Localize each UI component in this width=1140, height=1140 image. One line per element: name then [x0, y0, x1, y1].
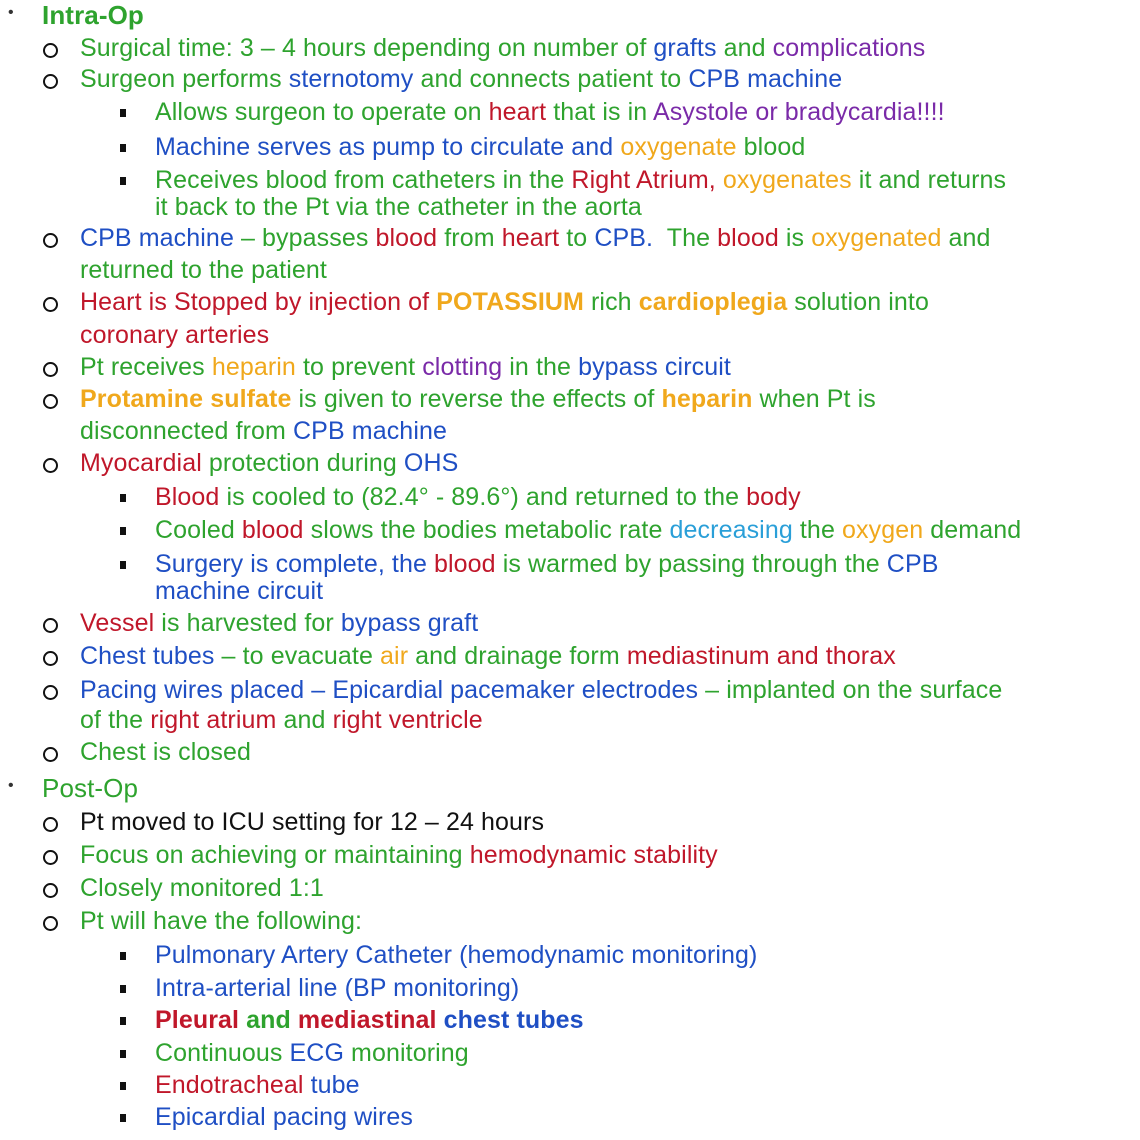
text-segment: and: [239, 1006, 298, 1034]
line-intra-op-heading: [42, 0, 144, 30]
text-segment: bypass circuit: [578, 353, 731, 381]
level2-bullet: [43, 651, 58, 666]
level3-bullet: [120, 1017, 126, 1025]
line-pacing-wires-cont: [80, 705, 483, 735]
text-segment: Vessel: [80, 609, 155, 637]
level3-bullet: [120, 527, 126, 535]
line-chest-tubes: [80, 641, 896, 671]
line-receives-blood-cont: [155, 192, 642, 222]
text-segment: Surgeon performs: [80, 65, 289, 93]
text-segment: slows the bodies metabolic rate: [303, 516, 670, 544]
text-segment: Pacing wires placed: [80, 676, 305, 704]
level2-bullet: [43, 685, 58, 700]
text-segment: – to evacuate: [214, 642, 381, 670]
line-pt-will-have: [80, 906, 362, 936]
text-segment: Pt moved to ICU setting for 12 – 24 hours: [80, 808, 545, 836]
text-segment: blood: [241, 516, 304, 544]
line-heart-stopped-cont: [80, 320, 269, 350]
level3-bullet: [120, 1050, 126, 1058]
level3-bullet: [120, 177, 126, 185]
text-segment: disconnected from: [80, 417, 294, 445]
level1-bullet: •: [8, 4, 14, 21]
line-cpb-machine: [80, 223, 991, 253]
line-epicardial-pacing: [155, 1102, 413, 1132]
text-segment: Heart is Stopped by injection of: [80, 288, 437, 316]
text-segment: decreasing: [669, 516, 793, 544]
text-segment: complications: [772, 34, 926, 62]
text-segment: to prevent: [295, 353, 423, 381]
text-segment: and drainage form: [408, 642, 627, 670]
text-segment: demand: [923, 516, 1022, 544]
text-segment: Myocardial: [80, 449, 202, 477]
line-myocardial-protection: [80, 448, 458, 478]
text-segment: heparin: [211, 353, 296, 381]
line-pt-moved: [80, 807, 544, 837]
line-endotracheal: [155, 1070, 360, 1100]
text-segment: is warmed by passing through the: [495, 550, 887, 578]
level3-bullet: [120, 985, 126, 993]
text-segment: rich: [583, 288, 639, 316]
level2-bullet: [43, 394, 58, 409]
text-segment: machine circuit: [155, 577, 324, 605]
text-segment: that is in: [546, 98, 653, 126]
text-segment: Post-Op: [42, 773, 139, 803]
level2-bullet: [43, 883, 58, 898]
text-segment: and connects patient to: [413, 65, 689, 93]
level3-bullet: [120, 952, 126, 960]
text-segment: is cooled to (82.4° - 89.6°) and returned to the: [219, 483, 747, 511]
text-segment: monitoring: [344, 1039, 469, 1067]
text-segment: Continuous: [155, 1039, 290, 1067]
text-segment: tube: [303, 1071, 360, 1099]
text-segment: to: [559, 224, 595, 252]
text-segment: is: [778, 224, 812, 252]
text-segment: chest tubes: [436, 1006, 584, 1034]
line-cpb-machine-cont: [80, 255, 327, 285]
line-surgical-time: [80, 33, 925, 63]
level2-bullet: [43, 747, 58, 762]
text-segment: solution into: [787, 288, 929, 316]
line-post-op-heading: [42, 773, 138, 803]
text-segment: Epicardial pacing wires: [155, 1103, 413, 1131]
text-segment: blood: [736, 133, 806, 161]
level3-bullet: [120, 109, 126, 117]
line-cooled-blood: [155, 515, 1021, 545]
line-heart-stopped: [80, 287, 929, 317]
text-segment: from: [437, 224, 502, 252]
text-segment: The: [653, 224, 718, 252]
line-surgeon-performs: [80, 64, 842, 94]
text-segment: protection during: [201, 449, 404, 477]
text-segment: Protamine sulfate: [80, 385, 292, 413]
text-segment: mediastinum and thorax: [626, 642, 896, 670]
text-segment: returned to the patient: [80, 256, 327, 284]
level2-bullet: [43, 850, 58, 865]
text-segment: Intra-arterial line (BP monitoring): [155, 974, 520, 1002]
level3-bullet: [120, 494, 126, 502]
text-segment: Blood: [155, 483, 220, 511]
text-segment: cardioplegia: [638, 288, 788, 316]
text-segment: when Pt is: [752, 385, 876, 413]
text-segment: Closely monitored 1:1: [80, 874, 324, 902]
text-segment: heparin: [661, 385, 753, 413]
text-segment: Chest is closed: [80, 738, 252, 766]
level3-bullet: [120, 144, 126, 152]
text-segment: CPB: [886, 550, 939, 578]
text-segment: bypass graft: [340, 609, 479, 637]
line-focus: [80, 840, 718, 870]
line-ecg: [155, 1038, 469, 1068]
level2-bullet: [43, 458, 58, 473]
text-segment: Surgery is complete, the: [155, 550, 435, 578]
text-segment: body: [746, 483, 801, 511]
level2-bullet: [43, 916, 58, 931]
line-receives-blood: [155, 165, 1006, 195]
line-closely-monitored: [80, 873, 324, 903]
text-segment: Pt receives: [80, 353, 212, 381]
text-segment: Pulmonary Artery Catheter (hemodynamic monitoring): [155, 941, 758, 969]
text-segment: is harvested for: [154, 609, 341, 637]
text-segment: – Epicardial pacemaker electrodes: [304, 676, 699, 704]
text-segment: in the: [502, 353, 579, 381]
text-segment: and: [716, 34, 773, 62]
line-surgery-complete: [155, 549, 939, 579]
line-protamine-cont: [80, 416, 447, 446]
text-segment: oxygen: [842, 516, 924, 544]
text-segment: right ventricle: [332, 706, 483, 734]
text-segment: Cooled: [155, 516, 242, 544]
level3-bullet: [120, 1114, 126, 1122]
text-segment: – implanted on the surface: [698, 676, 1003, 704]
text-segment: blood: [375, 224, 438, 252]
level3-bullet: [120, 1082, 126, 1090]
text-segment: oxygenates: [715, 166, 852, 194]
level2-bullet: [43, 297, 58, 312]
text-segment: POTASSIUM: [436, 288, 584, 316]
level2-bullet: [43, 817, 58, 832]
text-segment: Intra-Op: [42, 0, 144, 30]
text-segment: Surgical time: 3 – 4 hours depending on number of: [80, 34, 654, 62]
line-pa-catheter: [155, 940, 757, 970]
level2-bullet: [43, 618, 58, 633]
text-segment: Endotracheal: [155, 1071, 304, 1099]
text-segment: coronary arteries: [80, 321, 270, 349]
line-pt-receives-heparin: [80, 352, 731, 382]
level2-bullet: [43, 233, 58, 248]
text-segment: Machine serves as pump to circulate and: [155, 133, 621, 161]
text-segment: blood: [434, 550, 496, 578]
line-chest-closed: [80, 737, 251, 767]
text-segment: blood: [717, 224, 779, 252]
text-segment: oxygenate: [620, 133, 737, 161]
text-segment: CPB.: [594, 224, 654, 252]
text-segment: the: [792, 516, 842, 544]
line-intra-arterial: [155, 973, 519, 1003]
text-segment: it back to the Pt via the catheter in the aorta: [155, 193, 642, 221]
text-segment: and: [941, 224, 991, 252]
text-segment: Receives blood from catheters in the: [155, 166, 572, 194]
text-segment: it and returns: [851, 166, 1007, 194]
text-segment: Asystole or bradycardia!!!!: [652, 98, 945, 126]
line-allows-surgeon: [155, 97, 945, 127]
text-segment: sternotomy: [288, 65, 414, 93]
text-segment: mediastinal: [297, 1006, 437, 1034]
text-segment: CPB machine: [80, 224, 234, 252]
line-chest-tubes-post: [155, 1005, 584, 1035]
line-pacing-wires: [80, 675, 1002, 705]
text-segment: of the: [80, 706, 151, 734]
text-segment: Right Atrium,: [571, 166, 716, 194]
text-segment: is given to reverse the effects of: [291, 385, 662, 413]
level2-bullet: [43, 74, 58, 89]
text-segment: right atrium: [150, 706, 277, 734]
text-segment: clotting: [422, 353, 503, 381]
line-vessel-harvested: [80, 608, 478, 638]
text-segment: oxygenated: [811, 224, 942, 252]
line-blood-cooled: [155, 482, 801, 512]
text-segment: CPB machine: [293, 417, 447, 445]
text-segment: – bypasses: [233, 224, 376, 252]
text-segment: ECG: [289, 1039, 345, 1067]
level3-bullet: [120, 561, 126, 569]
text-segment: Pt will have the following:: [80, 907, 363, 935]
text-segment: air: [380, 642, 409, 670]
line-protamine: [80, 384, 876, 414]
text-segment: grafts: [653, 34, 717, 62]
level1-bullet: •: [8, 777, 14, 794]
level2-bullet: [43, 43, 58, 58]
text-segment: hemodynamic stability: [469, 841, 718, 869]
line-surgery-complete-cont: [155, 576, 323, 606]
text-segment: heart: [501, 224, 560, 252]
text-segment: Allows surgeon to operate on: [155, 98, 489, 126]
text-segment: Chest tubes: [80, 642, 215, 670]
text-segment: OHS: [403, 449, 459, 477]
text-segment: Focus on achieving or maintaining: [80, 841, 470, 869]
text-segment: CPB machine: [688, 65, 843, 93]
level2-bullet: [43, 362, 58, 377]
line-machine-serves: [155, 132, 805, 162]
text-segment: and: [276, 706, 333, 734]
text-segment: heart: [488, 98, 547, 126]
text-segment: Pleural: [155, 1006, 240, 1034]
